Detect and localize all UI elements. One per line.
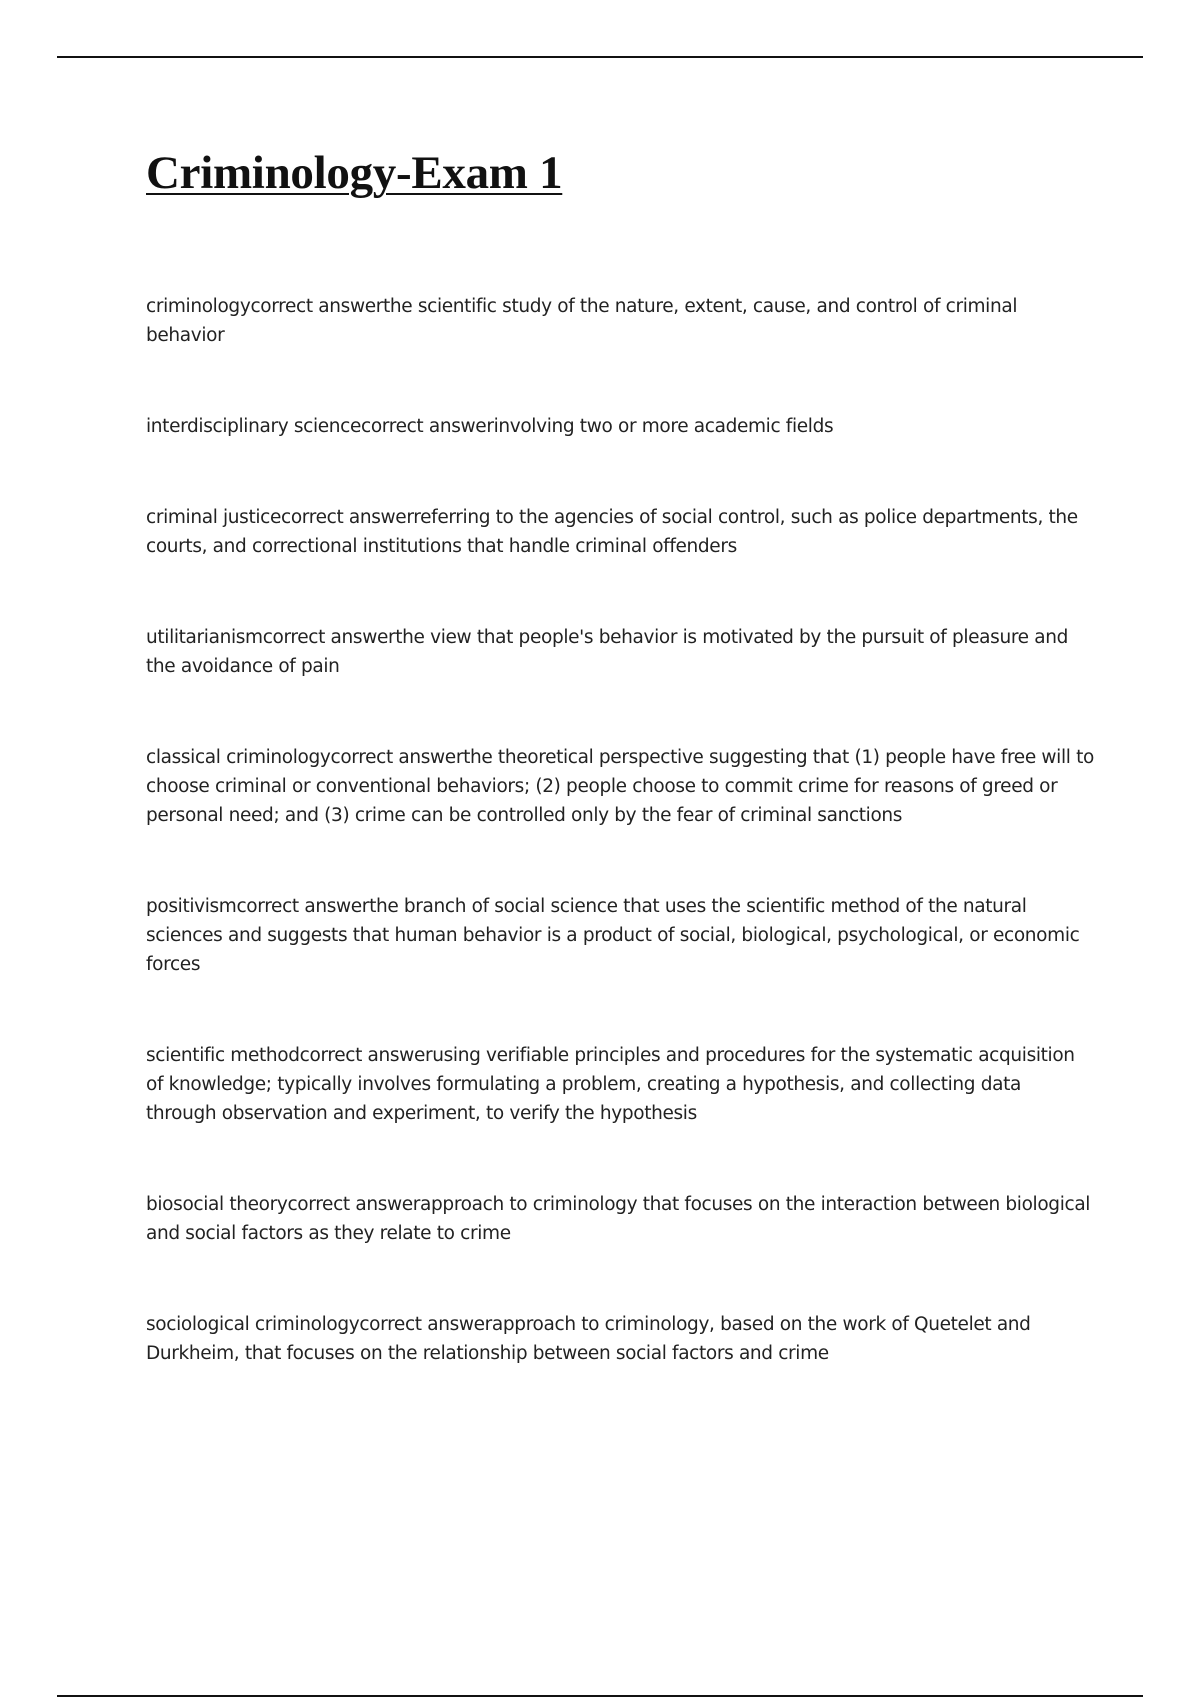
flashcard bbox=[146, 892, 1096, 979]
page-title: Criminology-Exam 1 bbox=[146, 147, 563, 199]
answer-marker: correct answer bbox=[281, 507, 414, 528]
answer-marker: correct answer bbox=[361, 416, 494, 437]
flashcard bbox=[146, 503, 1096, 561]
flashcard bbox=[146, 1310, 1096, 1368]
card-definition: approach to criminology that focuses on the interaction between biological and social factors as they relate to crime bbox=[146, 1194, 1091, 1244]
answer-marker: correct answer bbox=[287, 1194, 421, 1215]
flashcard bbox=[146, 292, 1096, 350]
answer-marker: correct answer bbox=[262, 627, 396, 648]
card-definition: the scientific study of the nature, extent, cause, and control of criminal behavior bbox=[146, 296, 1018, 346]
card-definition: involving two or more academic fields bbox=[493, 416, 834, 437]
top-rule bbox=[57, 56, 1143, 58]
card-definition: the theoretical perspective suggesting that (1) people have free will to choose criminal or conventional behaviors; (2) people choose to commit crime for reasons of greed or personal need; and (3) crime can be controlled only by the fear of criminal sanctions bbox=[146, 747, 1094, 826]
answer-marker: correct answer bbox=[299, 1045, 433, 1066]
card-term: sociological criminology bbox=[146, 1314, 360, 1335]
flashcard bbox=[146, 1041, 1096, 1128]
flashcard bbox=[146, 743, 1096, 830]
card-definition: the branch of social science that uses the scientific method of the natural sciences and suggests that human behavior is a product of social, biological, psychological, or economic forces bbox=[146, 896, 1080, 975]
answer-marker: correct answer bbox=[359, 1314, 492, 1335]
card-definition: approach to criminology, based on the work of Quetelet and Durkheim, that focuses on the relationship between social factors and crime bbox=[146, 1314, 1031, 1364]
card-term: criminology bbox=[146, 296, 251, 317]
card-term: interdisciplinary science bbox=[146, 416, 361, 437]
answer-marker: correct answer bbox=[330, 747, 464, 768]
card-definition: using verifiable principles and procedures for the systematic acquisition of knowledge; typically involves formulating a problem, creating a hypothesis, and collecting data through observation and experiment, to verify the hypothesis bbox=[146, 1045, 1075, 1124]
card-definition: the view that people's behavior is motivated by the pursuit of pleasure and the avoidance of pain bbox=[146, 627, 1069, 677]
card-term: classical criminology bbox=[146, 747, 331, 768]
flashcard bbox=[146, 412, 1096, 441]
answer-marker: correct answer bbox=[236, 896, 370, 917]
card-term: scientific method bbox=[146, 1045, 300, 1066]
flashcard-list bbox=[146, 292, 1096, 1430]
answer-marker: correct answer bbox=[250, 296, 384, 317]
card-term: positivism bbox=[146, 896, 237, 917]
card-definition: referring to the agencies of social control, such as police departments, the courts, and correctional institutions that handle criminal offenders bbox=[146, 507, 1078, 557]
card-term: criminal justice bbox=[146, 507, 282, 528]
flashcard bbox=[146, 623, 1096, 681]
flashcard bbox=[146, 1190, 1096, 1248]
card-term: utilitarianism bbox=[146, 627, 263, 648]
card-term: biosocial theory bbox=[146, 1194, 288, 1215]
bottom-rule bbox=[57, 1695, 1143, 1697]
